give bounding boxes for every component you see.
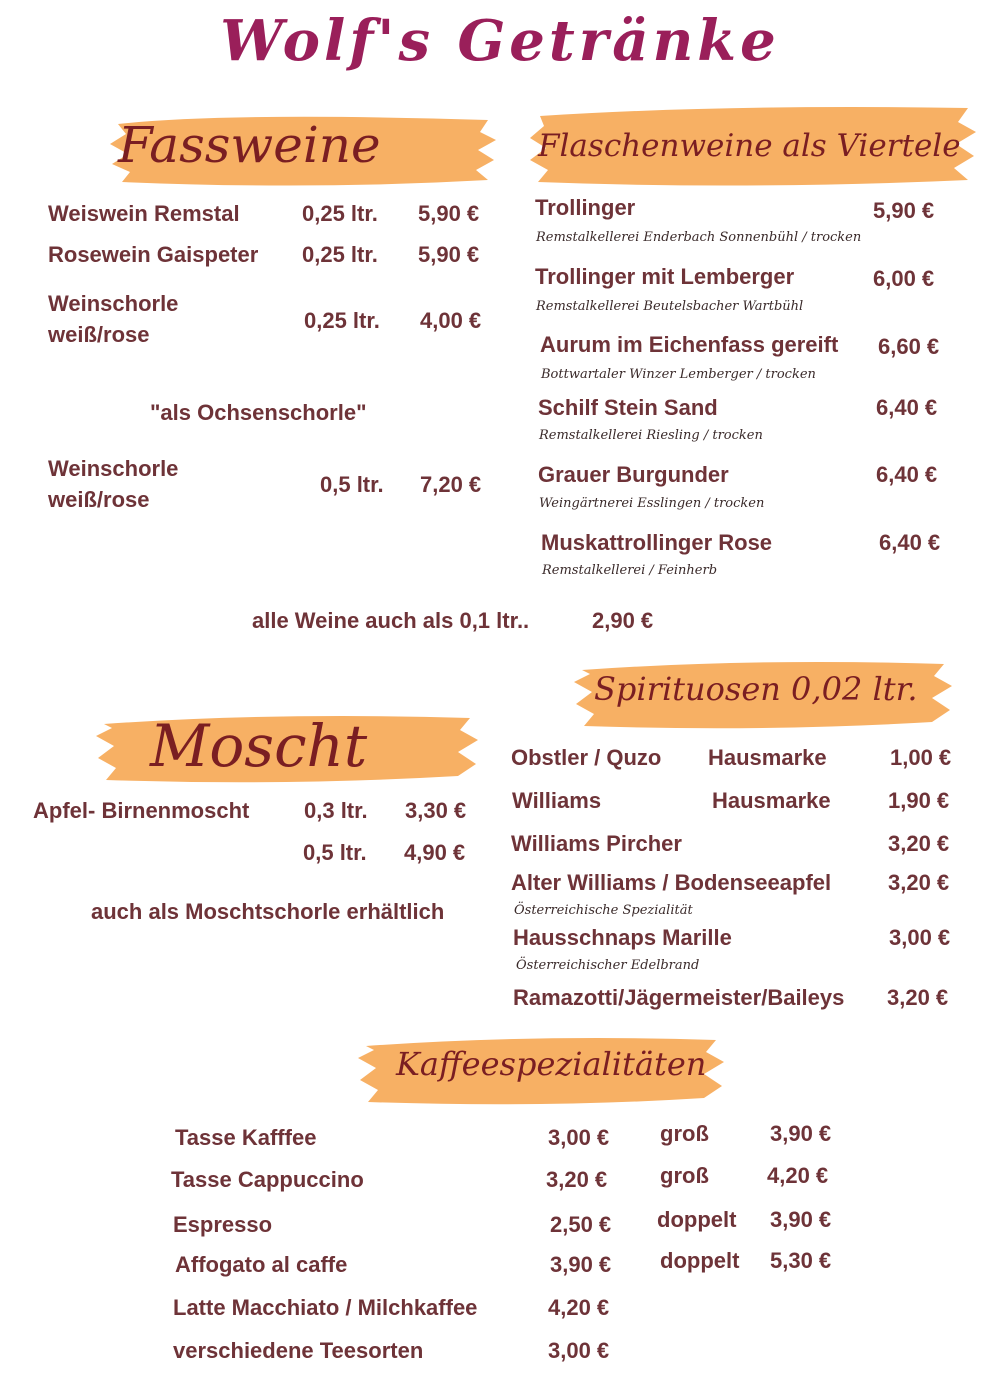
alle-weine-note: alle Weine auch als 0,1 ltr.. (252, 608, 530, 633)
moscht-item-name: Apfel- Birnenmoscht (33, 798, 250, 823)
kaffee-item-variant-price: 3,90 € (770, 1207, 832, 1232)
spirituose-item-name: Alter Williams / Bodenseeapfel (511, 870, 832, 895)
kaffee-item-variant-price: 3,90 € (770, 1121, 832, 1146)
moscht-heading: Moscht (150, 712, 368, 780)
kaffee-item-variant: doppelt (660, 1248, 740, 1273)
flaschenwein-item-price: 6,40 € (879, 530, 941, 555)
alle-weine-price: 2,90 € (592, 608, 654, 633)
spirituose-item-brand: Hausmarke (708, 745, 827, 770)
spirituose-item-price: 3,20 € (888, 831, 950, 856)
kaffee-item-variant-price: 4,20 € (767, 1163, 829, 1188)
kaffee-item-name: Tasse Cappuccino (171, 1167, 364, 1192)
flaschenwein-item-name: Grauer Burgunder (538, 462, 729, 487)
spirituose-item-name: Obstler / Quzo (511, 745, 662, 770)
kaffee-item-price: 4,20 € (548, 1295, 610, 1320)
fassweine-item-price: 5,90 € (418, 242, 480, 267)
moscht-item-size: 0,3 ltr. (304, 798, 368, 823)
kaffee-item-variant-price: 5,30 € (770, 1248, 832, 1273)
kaffee-item-name: verschiedene Teesorten (173, 1338, 424, 1363)
flaschenwein-item-price: 5,90 € (873, 198, 935, 223)
flaschenwein-item-desc: Remstalkellerei Beutelsbacher Wartbühl (536, 299, 804, 314)
fassweine-item-size: 0,25 ltr. (302, 242, 378, 267)
page-title: Wolf's Getränke (220, 8, 780, 74)
kaffee-item-name: Affogato al caffe (175, 1252, 348, 1277)
spirituose-item-desc: Österreichischer Edelbrand (516, 958, 700, 973)
flaschenwein-item-price: 6,00 € (873, 266, 935, 291)
flaschenwein-item-name: Trollinger mit Lemberger (535, 264, 795, 289)
fassweine-item-price: 4,00 € (420, 308, 482, 333)
moscht-item-size: 0,5 ltr. (303, 840, 367, 865)
kaffee-heading: Kaffeespezialitäten (396, 1045, 707, 1083)
flaschenwein-item-desc: Weingärtnerei Esslingen / trocken (539, 496, 765, 511)
kaffee-item-variant: groß (660, 1163, 709, 1188)
fassweine-item-name-line2: weiß/rose (48, 322, 150, 347)
spirituose-item-price: 3,00 € (889, 925, 951, 950)
spirituose-item-name: Williams Pircher (511, 831, 682, 856)
flaschenweine-heading: Flaschenweine als Viertele (538, 128, 961, 164)
spirituosen-heading: Spirituosen 0,02 ltr. (594, 670, 918, 708)
flaschenwein-item-desc: Remstalkellerei / Feinherb (542, 563, 718, 578)
flaschenwein-item-desc: Bottwartaler Winzer Lemberger / trocken (541, 367, 816, 382)
kaffee-item-variant: groß (660, 1121, 709, 1146)
kaffee-item-name: Latte Macchiato / Milchkaffee (173, 1295, 478, 1320)
spirituose-item-name: Hausschnaps Marille (513, 925, 732, 950)
moscht-item-price: 4,90 € (404, 840, 466, 865)
spirituose-item-name: Williams (512, 788, 602, 813)
spirituose-item-price: 1,90 € (888, 788, 950, 813)
spirituose-item-price: 3,20 € (887, 985, 949, 1010)
flaschenwein-item-price: 6,40 € (876, 395, 938, 420)
fassweine-item-name: Weinschorle (48, 456, 179, 481)
fassweine-item-name: Rosewein Gaispeter (48, 242, 259, 267)
flaschenwein-item-name: Trollinger (535, 195, 636, 220)
fassweine-item-name: Weinschorle (48, 291, 179, 316)
fassweine-item-size: 0,5 ltr. (320, 472, 384, 497)
fassweine-item-price: 5,90 € (418, 201, 480, 226)
kaffee-item-price: 2,50 € (550, 1212, 612, 1237)
kaffee-item-variant: doppelt (657, 1207, 737, 1232)
spirituose-item-brand: Hausmarke (712, 788, 831, 813)
spirituose-item-price: 1,00 € (890, 745, 952, 770)
spirituose-item-name: Ramazotti/Jägermeister/Baileys (513, 985, 845, 1010)
flaschenwein-item-desc: Remstalkellerei Enderbach Sonnenbühl / trocken (536, 230, 862, 245)
spirituose-item-price: 3,20 € (888, 870, 950, 895)
kaffee-item-price: 3,20 € (546, 1167, 608, 1192)
fassweine-item-name-line2: weiß/rose (48, 487, 150, 512)
moschtschorle-note: auch als Moschtschorle erhältlich (91, 899, 445, 924)
fassweine-item-name: Weiswein Remstal (48, 201, 240, 226)
fassweine-item-size: 0,25 ltr. (304, 308, 380, 333)
fassweine-item-size: 0,25 ltr. (302, 201, 378, 226)
flaschenwein-item-desc: Remstalkellerei Riesling / trocken (539, 428, 763, 443)
flaschenwein-item-name: Schilf Stein Sand (538, 395, 718, 420)
kaffee-item-price: 3,90 € (550, 1252, 612, 1277)
kaffee-item-price: 3,00 € (548, 1125, 610, 1150)
kaffee-item-price: 3,00 € (548, 1338, 610, 1363)
flaschenwein-item-name: Aurum im Eichenfass gereift (540, 332, 839, 357)
flaschenwein-item-price: 6,40 € (876, 462, 938, 487)
fassweine-heading: Fassweine (118, 116, 381, 174)
fassweine-item-price: 7,20 € (420, 472, 482, 497)
spirituose-item-desc: Österreichische Spezialität (514, 903, 693, 918)
kaffee-item-name: Espresso (173, 1212, 273, 1237)
kaffee-item-name: Tasse Kafffee (175, 1125, 317, 1150)
flaschenwein-item-price: 6,60 € (878, 334, 940, 359)
flaschenwein-item-name: Muskattrollinger Rose (541, 530, 773, 555)
ochsenschorle-note: "als Ochsenschorle" (150, 400, 367, 425)
moscht-item-price: 3,30 € (405, 798, 467, 823)
